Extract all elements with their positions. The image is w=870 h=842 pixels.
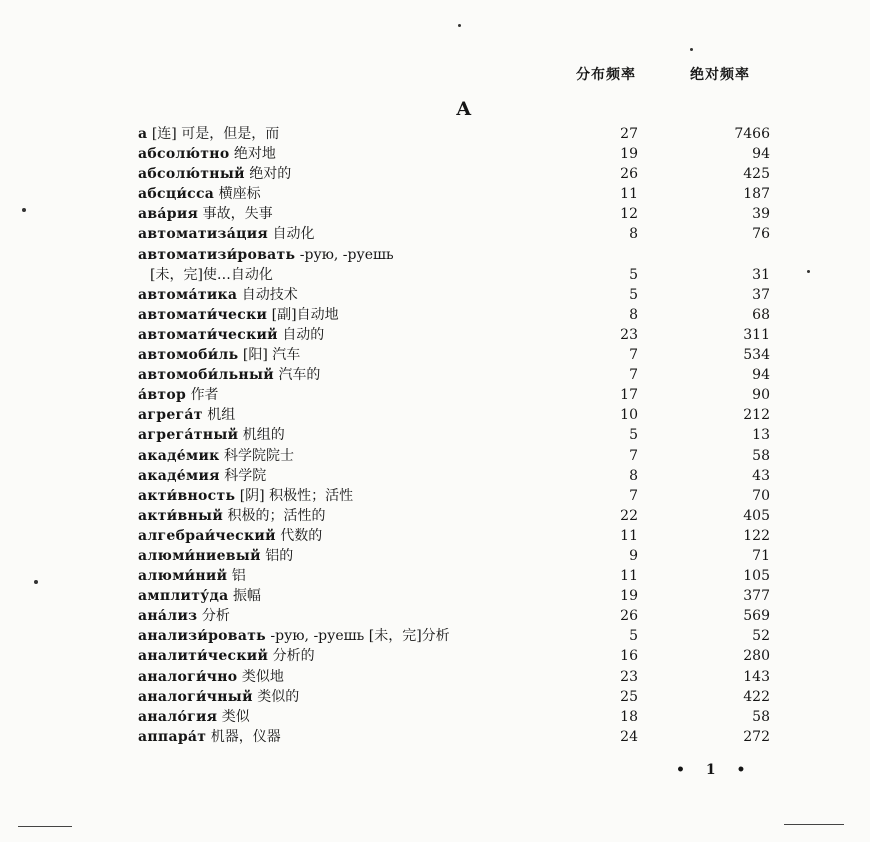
entry-row [138,405,778,425]
entry-distribution-frequency: 11 [620,568,638,585]
entry-absolute-frequency: 187 [743,186,770,203]
entry-row [138,486,778,506]
entry-absolute-frequency: 58 [752,447,770,464]
section-letter: А [456,98,472,120]
entry-word: алюми́ниевый [138,547,261,564]
entry-absolute-frequency: 52 [752,628,770,645]
entry-row [138,425,778,445]
entry-gloss: 绝对的 [249,166,292,183]
entry-word: аналоги́чно [138,668,238,685]
entry-row [138,446,778,466]
entry-distribution-frequency: 26 [620,166,638,183]
scan-speck [807,270,810,273]
entry-word: автомати́ческий [138,326,278,343]
entry-gloss: 机组 [207,407,236,424]
entry-absolute-frequency: 377 [743,588,770,605]
entry-gloss: 分析的 [272,648,315,665]
entry-distribution-frequency: 8 [629,467,638,484]
entry-row [138,124,778,144]
entry-word: алгебраи́ческий [138,527,276,544]
entry-gloss: [连] 可是，但是，而 [151,126,280,142]
entry-headword-block [138,365,320,385]
entry-headword-block [138,466,266,486]
entry-word: акти́вность [138,487,236,504]
entry-distribution-frequency: 8 [629,306,638,323]
entry-absolute-frequency: 68 [752,306,770,323]
entry-word: аппара́т [138,728,207,745]
entry-headword-block [150,265,273,285]
entry-word: амплиту́да [138,588,229,605]
entry-absolute-frequency: 70 [752,487,770,504]
entry-row [138,626,778,646]
scan-speck [690,48,693,51]
entry-distribution-frequency: 5 [629,427,638,444]
entry-absolute-frequency: 405 [743,507,770,524]
entry-word: акти́вный [138,507,224,524]
entry-absolute-frequency: 37 [752,286,770,303]
entry-headword-block [138,727,281,747]
entry-absolute-frequency: 280 [743,648,770,665]
entry-row [138,566,778,586]
entry-absolute-frequency: 105 [743,568,770,585]
entry-gloss: 类似的 [257,688,300,705]
entry-headword-block [138,124,279,144]
entry-distribution-frequency: 11 [620,527,638,544]
entry-headword-block [138,506,326,526]
entry-row [138,245,778,265]
entry-word: агрега́тный [138,427,239,444]
entry-distribution-frequency: 8 [629,226,638,243]
entry-absolute-frequency: 212 [743,407,770,424]
entry-word: автома́тика [138,286,238,303]
entry-absolute-frequency: 94 [752,146,770,163]
entry-word: а [138,126,148,142]
entry-word: аналоги́чный [138,688,253,705]
entry-distribution-frequency: 5 [629,266,638,283]
entry-word: абсолю́тный [138,166,245,183]
entry-distribution-frequency: 19 [620,146,638,163]
entry-gloss: 机组的 [242,427,285,444]
entry-distribution-frequency: 12 [620,206,638,223]
entry-headword-block [138,606,230,626]
scan-speck [458,24,461,27]
entry-word: автоматиза́ция [138,226,269,243]
entry-gloss: 类似 [221,708,250,725]
entry-gloss: -рую, -руешь [299,246,394,263]
entry-gloss: 振幅 [232,588,261,605]
entry-headword-block [138,526,322,546]
entry-word: автомоби́ль [138,347,239,364]
entry-row [138,707,778,727]
page-number: • 1 • [676,762,754,778]
entry-distribution-frequency: 5 [629,628,638,645]
entry-row [138,305,778,325]
entry-headword-block [138,446,294,466]
entry-row [138,506,778,526]
entry-absolute-frequency: 58 [752,708,770,725]
entry-gloss: 科学院 [224,467,267,484]
scan-speck [34,580,38,584]
entry-row [138,526,778,546]
entry-headword-block [138,425,285,445]
entry-headword-block [138,385,219,405]
entry-word: акаде́мия [138,467,220,484]
entry-absolute-frequency: 31 [752,266,770,283]
entry-row [138,606,778,626]
entry-word: автомати́чески [138,306,268,323]
entry-headword-block [138,345,300,365]
entry-word: аналити́ческий [138,648,269,665]
entry-word: абсци́сса [138,186,215,203]
entry-headword-block [138,586,261,606]
entry-absolute-frequency: 122 [743,527,770,544]
entry-distribution-frequency: 7 [629,447,638,464]
entry-row [138,727,778,747]
entry-absolute-frequency: 90 [752,387,770,404]
entry-distribution-frequency: 7 [629,487,638,504]
entry-gloss: 汽车的 [278,367,321,384]
entry-word: анализи́ровать [138,628,266,645]
entry-row [138,285,778,305]
entry-absolute-frequency: 272 [743,728,770,745]
entry-absolute-frequency: 39 [752,206,770,223]
entry-headword-block [138,546,293,566]
entry-gloss: 绝对地 [233,146,276,163]
entry-headword-block [138,204,273,224]
entry-gloss: 横座标 [218,186,261,203]
entry-gloss: 自动的 [282,326,325,343]
entry-headword-block [138,325,324,345]
entry-headword-block [138,486,353,506]
entry-headword-block [138,224,315,244]
entry-word: ана́лиз [138,608,198,625]
entry-absolute-frequency: 43 [752,467,770,484]
entry-distribution-frequency: 18 [620,708,638,725]
entry-gloss: 类似地 [241,668,284,685]
entry-gloss: -рую, -руешь [未，完]分析 [270,628,450,645]
entry-gloss: 科学院院士 [224,447,294,464]
entry-word: а́втор [138,387,187,404]
entry-word: алюми́ний [138,568,228,585]
entry-word: акаде́мик [138,447,220,464]
entry-distribution-frequency: 17 [620,387,638,404]
entry-word: ава́рия [138,206,199,223]
entry-absolute-frequency: 311 [743,326,770,343]
entry-gloss: 事故，失事 [202,206,273,223]
entry-headword-block [138,164,291,184]
entry-row [138,325,778,345]
entry-gloss: [未，完]使…自动化 [150,266,273,283]
entry-absolute-frequency: 569 [743,608,770,625]
entry-gloss: 作者 [190,387,219,404]
entry-gloss: 自动技术 [241,286,298,303]
entry-distribution-frequency: 5 [629,286,638,303]
entry-distribution-frequency: 27 [620,126,638,142]
entry-headword-block [138,707,250,727]
entry-absolute-frequency: 534 [743,347,770,364]
entry-gloss: [阳] 汽车 [242,347,301,364]
entry-distribution-frequency: 26 [620,608,638,625]
entry-row [138,646,778,666]
entry-row [138,345,778,365]
entry-gloss: 自动化 [272,226,315,243]
absolute-frequency-header: 绝对频率 [690,67,750,83]
entry-distribution-frequency: 7 [629,347,638,364]
entry-row [138,586,778,606]
entry-absolute-frequency: 425 [743,166,770,183]
entry-row [138,224,778,244]
entry-row [138,667,778,687]
entry-headword-block [138,667,284,687]
entry-word: автоматизи́ровать [138,246,296,263]
entry-absolute-frequency: 143 [743,668,770,685]
entry-headword-block [138,626,450,646]
entry-absolute-frequency: 76 [752,226,770,243]
entry-distribution-frequency: 22 [620,507,638,524]
entry-gloss: 铝 [231,568,246,585]
entry-gloss: 积极的；活性的 [227,507,326,524]
entry-distribution-frequency: 25 [620,688,638,705]
entry-absolute-frequency: 422 [743,688,770,705]
entry-headword-block [138,566,246,586]
entry-headword-block [138,687,299,707]
entry-row [138,184,778,204]
entry-distribution-frequency: 7 [629,367,638,384]
entry-headword-block [138,285,298,305]
entry-row [138,164,778,184]
entry-row [138,365,778,385]
entry-gloss: [阴] 积极性；活性 [239,487,354,504]
entry-distribution-frequency: 10 [620,407,638,424]
entry-distribution-frequency: 16 [620,648,638,665]
entry-gloss: 机器，仪器 [210,728,281,745]
entry-distribution-frequency: 23 [620,668,638,685]
entry-word: агрега́т [138,407,203,424]
entry-word: абсолю́тно [138,146,230,163]
entry-row [138,466,778,486]
entry-headword-block [138,405,235,425]
entry-row [138,144,778,164]
entry-distribution-frequency: 9 [629,547,638,564]
entry-distribution-frequency: 11 [620,186,638,203]
entry-headword-block [138,144,276,164]
entry-distribution-frequency: 23 [620,326,638,343]
entry-absolute-frequency: 94 [752,367,770,384]
entry-word: анало́гия [138,708,218,725]
entry-absolute-frequency: 71 [752,547,770,564]
entry-row [138,204,778,224]
entry-list [138,124,778,747]
entry-headword-block [138,305,339,325]
entry-absolute-frequency: 13 [752,427,770,444]
entry-gloss: [副]自动地 [271,306,339,323]
entry-distribution-frequency: 24 [620,728,638,745]
entry-gloss: 代数的 [280,527,323,544]
entry-word: автомоби́льный [138,367,274,384]
entry-headword-block [138,184,261,204]
scan-speck [22,208,26,212]
entry-row [138,385,778,405]
entry-gloss: 分析 [201,608,230,625]
entry-row [138,546,778,566]
entry-gloss: 铝的 [265,547,294,564]
scan-edge-line [18,826,72,827]
entry-distribution-frequency: 19 [620,588,638,605]
entry-row [138,265,778,285]
scan-edge-line [784,824,844,825]
entry-headword-block [138,646,315,666]
distribution-frequency-header: 分布频率 [576,67,636,83]
entry-row [138,687,778,707]
entry-headword-block [138,245,394,265]
entry-absolute-frequency: 7466 [734,126,770,142]
